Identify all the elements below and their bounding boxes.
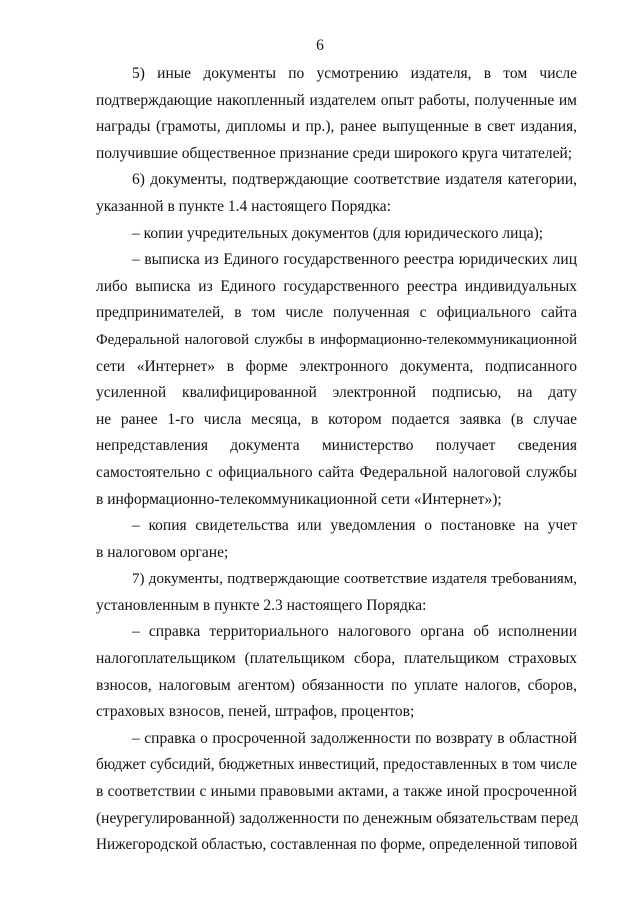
text-line: – справка о просроченной задолженности по возврату в областной (132, 729, 577, 747)
text-line: – справка территориального налогового органа об исполнении (132, 623, 577, 641)
text-line: либо выписка из Единого государственного реестра индивидуальных (96, 277, 577, 295)
text-line: 7) документы, подтверждающие соответствие издателя требованиям, (132, 571, 577, 588)
text-line: (неурегулированной) задолженности по денежным обязательствам перед (96, 809, 579, 827)
text-line: страховых взносов, пеней, штрафов, процентов; (96, 703, 415, 721)
text-line: Федеральной налоговой службы в информационно-телекоммуникационной (96, 331, 577, 348)
text-line: не ранее 1-го числа месяца, в котором подается заявка (в случае (96, 410, 577, 428)
text-line: 5) иные документы по усмотрению издателя, в том числе (132, 65, 577, 82)
text-line: сети «Интернет» в форме электронного документа, подписанного (96, 357, 577, 375)
text-line: самостоятельно с официального сайта Федеральной налоговой службы (96, 463, 577, 481)
document-body (96, 61, 577, 859)
text-line: указанной в пункте 1.4 настоящего Порядка: (96, 197, 391, 215)
text-line: усиленной квалифицированной электронной подписью, на дату (96, 384, 577, 402)
text-line: награды (грамоты, дипломы и пр.), ранее выпущенные в свет издания, (96, 118, 577, 136)
text-line: бюджет субсидий, бюджетных инвестиций, предоставленных в том числе (96, 756, 577, 774)
text-line: непредставления документа министерство получает сведения (96, 437, 577, 455)
text-line: подтверждающие накопленный издателем опыт работы, полученные им (96, 91, 577, 109)
text-line: в налоговом органе; (96, 543, 229, 561)
page-number: 6 (316, 37, 324, 54)
text-line: предпринимателей, в том числе полученная с официального сайта (96, 304, 577, 322)
text-line: налогоплательщиком (плательщиком сбора, плательщиком страховых (96, 650, 577, 668)
text-line: установленным в пункте 2.3 настоящего Порядка: (96, 596, 427, 614)
text-line: – копия свидетельства или уведомления о постановке на учет (132, 517, 577, 535)
text-line: взносов, налоговым агентом) обязанности по уплате налогов, сборов, (96, 676, 577, 694)
text-line: получившие общественное признание среди широкого круга читателей; (96, 144, 573, 162)
text-line: 6) документы, подтверждающие соответствие издателя категории, (132, 171, 577, 189)
text-line: в информационно-телекоммуникационной сети «Интернет»); (96, 490, 502, 508)
text-line: в соответствии с иными правовыми актами, а также иной просроченной (96, 783, 577, 801)
text-line: – копии учредительных документов (для юридического лица); (132, 224, 544, 242)
text-line: Нижегородской областью, составленная по форме, определенной типовой (96, 836, 578, 854)
text-line: – выписка из Единого государственного реестра юридических лиц (132, 251, 577, 269)
